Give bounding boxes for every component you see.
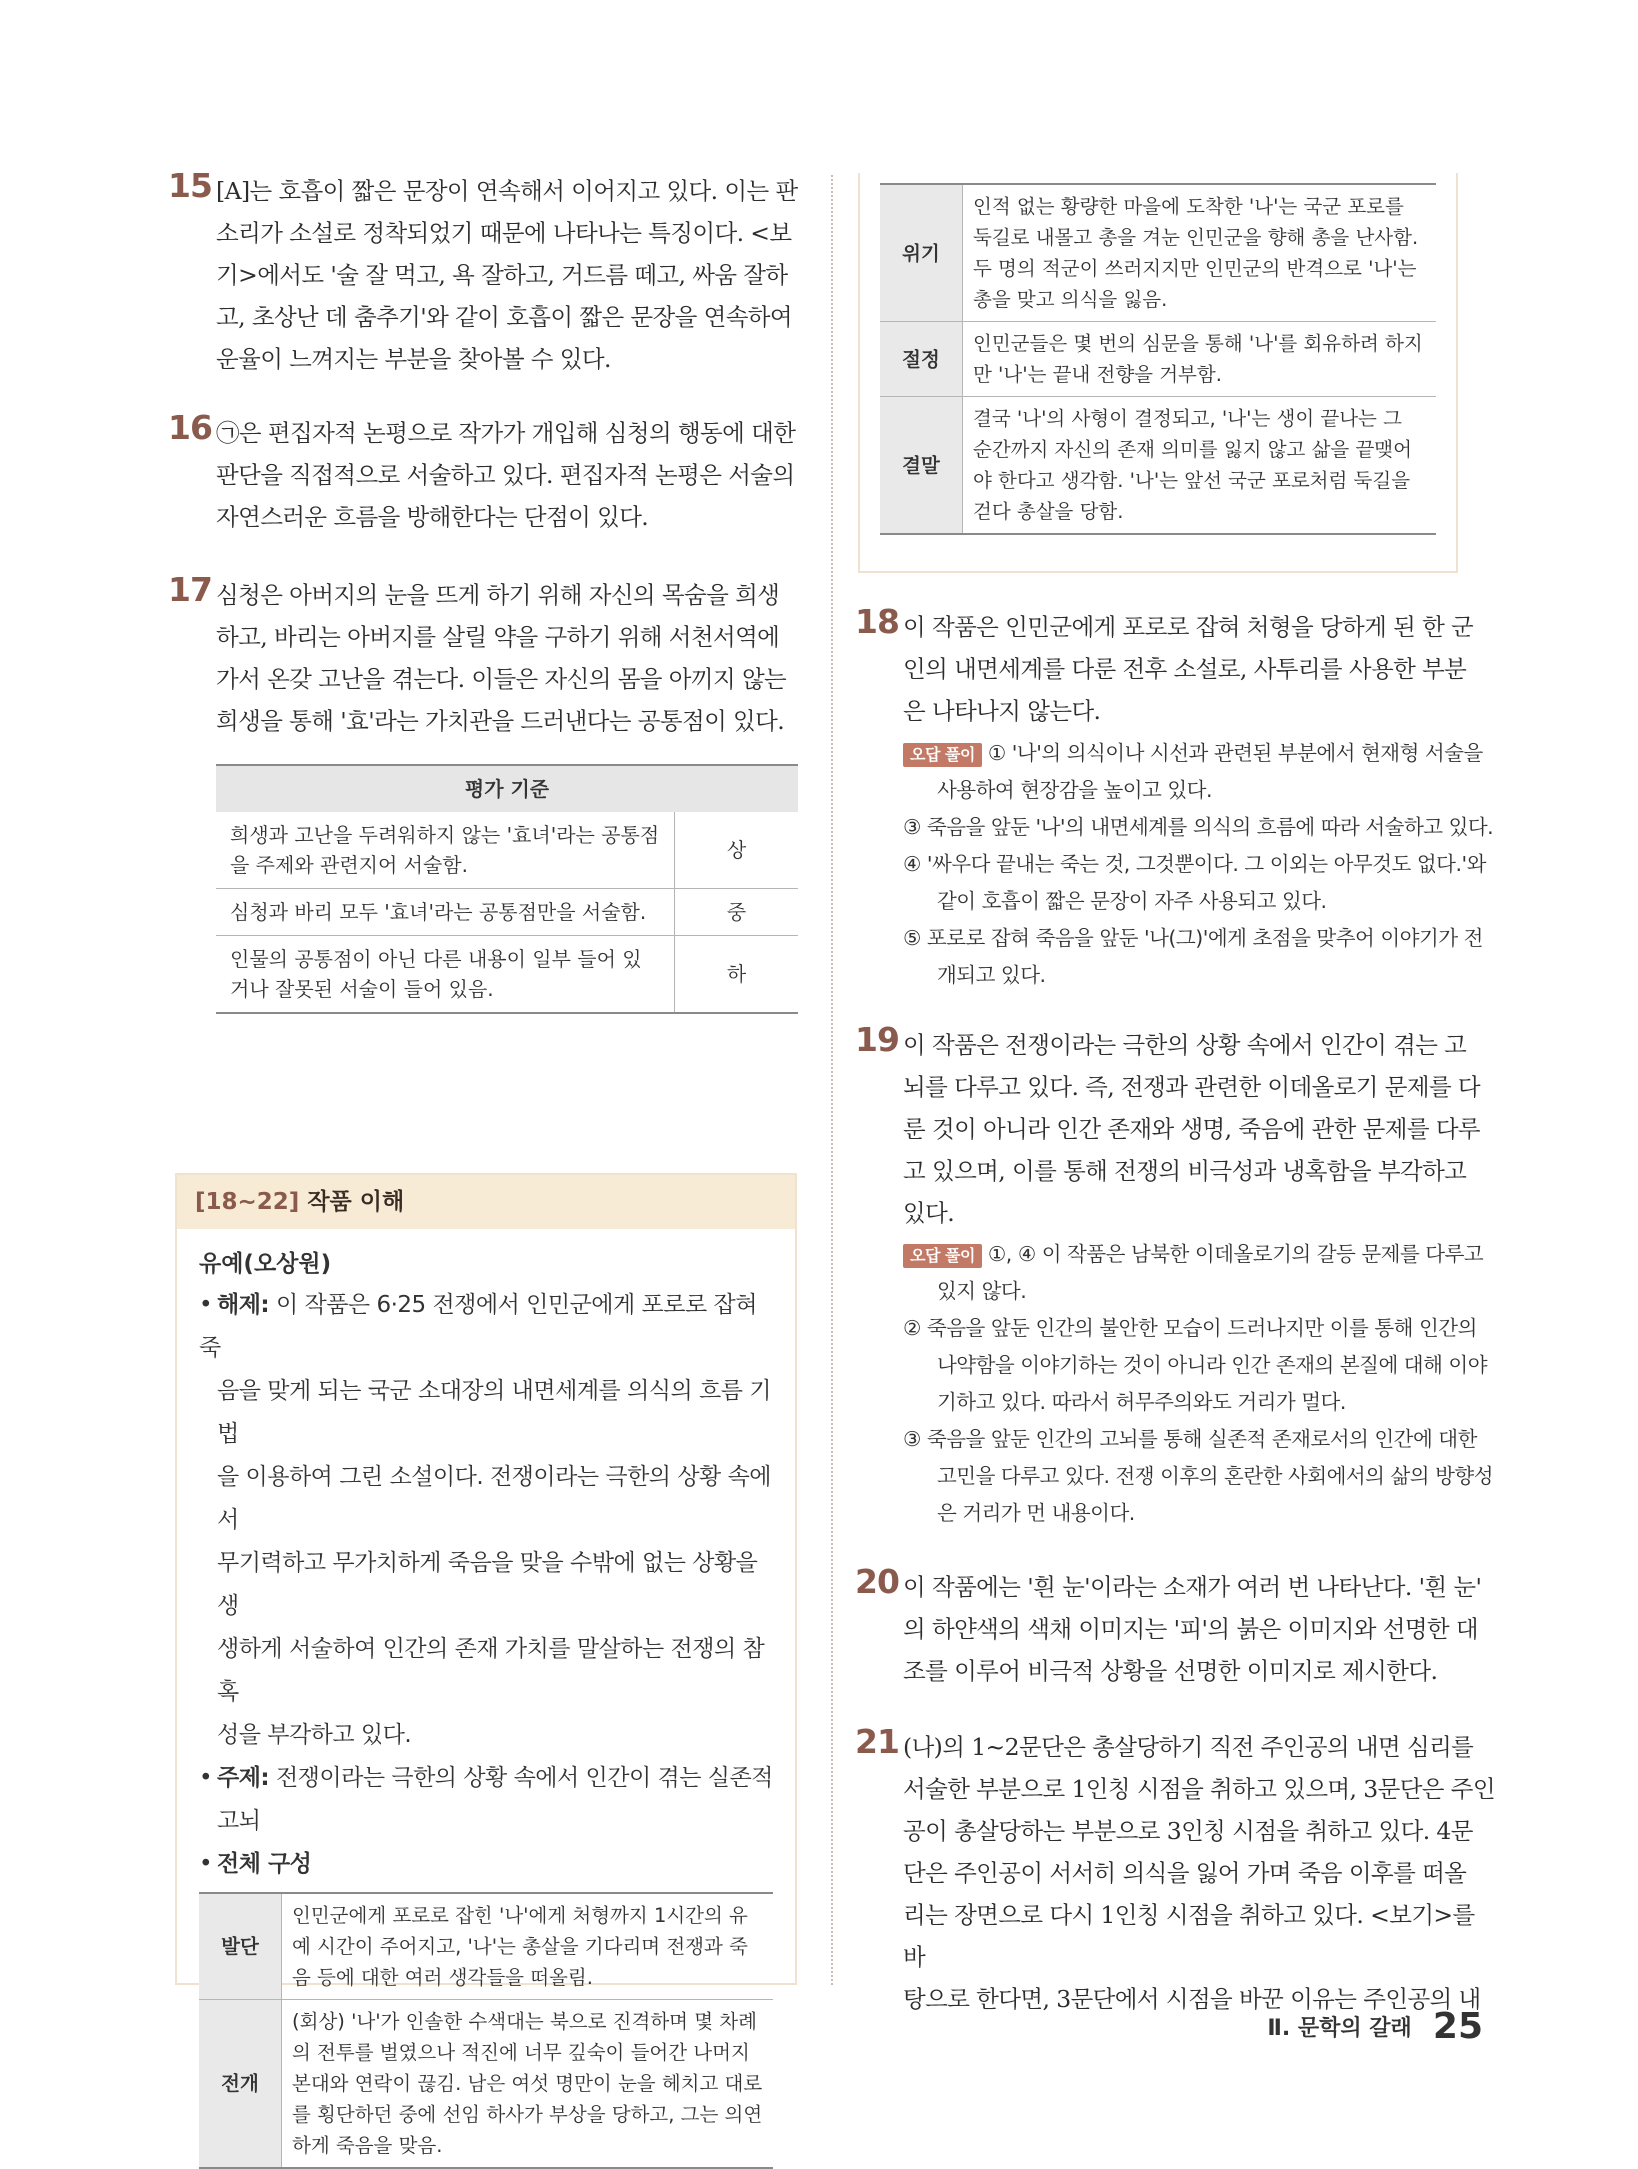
question-number: 15 bbox=[168, 166, 212, 205]
question-number: 20 bbox=[855, 1562, 899, 1601]
evaluation-table bbox=[216, 764, 798, 1014]
criteria-cell: 심청과 바리 모두 '효녀'라는 공통점만을 서술함. bbox=[216, 889, 675, 936]
question-15 bbox=[168, 166, 808, 380]
stage-text: 결국 '나'의 사형이 결정되고, '나'는 생이 끝나는 그 순간까지 자신의 존재 의미를 잃지 않고 삶을 끝맺어야 한다고 생각함. '나'는 앞선 국군 포로처럼 둑길을 걷다 총살을 당함. bbox=[963, 397, 1437, 535]
question-text: [A]는 호흡이 짧은 문장이 연속해서 이어지고 있다. 이는 판 소리가 소설로 정착되었기 때문에 나타나는 특징이다. <보 기>에서도 '술 잘 먹고, 욕 잘하고, 거드름 떼고, 싸움 잘하 고, 초상난 데 춤추기'와 같이 호흡이 짧은 문장을 연속하여 운율이 느껴지는 부분을 찾아볼 수 있다. bbox=[216, 177, 798, 373]
answer-explanation-19: 오답 풀이 ①, ④ 이 작품은 남북한 이데올로기의 갈등 문제를 다루고 있지 않다. ② 죽음을 앞둔 인간의 불안한 모습이 드러나지만 이를 통해 인간의 나약함을 이야기하는 것이 아니라 인간 존재의 본질에 대해 이야 기하고 있다. 따라서 허무주의와도 거리가 멀다. ③ 죽음을 앞둔 인간의 고뇌를 통해 실존적 존재로서의 인간에 대한 고민을 다루고 있다. 전쟁 이후의 혼란한 사회에서의 삶의 방향성 은 거리가 먼 내용이다. bbox=[903, 1242, 1494, 1525]
question-number: 17 bbox=[168, 570, 212, 609]
question-18 bbox=[855, 602, 1495, 732]
plot-structure-table-right bbox=[880, 183, 1436, 535]
question-text: 이 작품에는 '흰 눈'이라는 소재가 여러 번 나타난다. '흰 눈' 의 하얀색의 색채 이미지는 '피'의 붉은 이미지와 선명한 대 조를 이루어 비극적 상황을 선명한 이미지로 제시한다. bbox=[903, 1573, 1482, 1685]
question-text: ㉠은 편집자적 논평으로 작가가 개입해 심청의 행동에 대한 판단을 직접적으로 서술하고 있다. 편집자적 논평은 서술의 자연스러운 흐름을 방해한다는 단점이 있다. bbox=[216, 419, 796, 531]
work-title: 유예(오상원) bbox=[199, 1251, 332, 1277]
work-box-body bbox=[177, 1229, 795, 2169]
heading-text: 작품 이해 bbox=[307, 1189, 405, 1215]
plot-structure-table-left bbox=[199, 1892, 773, 2169]
table-row bbox=[199, 1893, 773, 2000]
table-row bbox=[880, 397, 1436, 535]
grade-cell: 하 bbox=[675, 936, 799, 1014]
criteria-cell: 인물의 공통점이 아닌 다른 내용이 일부 들어 있거나 잘못된 서술이 들어 있음. bbox=[216, 936, 675, 1014]
question-number: 19 bbox=[855, 1020, 899, 1059]
stage-cell: 위기 bbox=[880, 184, 963, 322]
grade-cell: 중 bbox=[675, 889, 799, 936]
range-tag: [18~22] bbox=[195, 1189, 300, 1215]
table-row bbox=[216, 889, 798, 936]
page-number: 25 bbox=[1432, 2006, 1483, 2047]
stage-text: 인민군들은 몇 번의 심문을 통해 '나'를 회유하려 하지만 '나'는 끝내 전향을 거부함. bbox=[963, 322, 1437, 397]
wrong-answer-badge: 오답 풀이 bbox=[903, 743, 982, 767]
work-understanding-box bbox=[175, 1173, 797, 2157]
stage-text: 인민군에게 포로로 잡힌 '나'에게 처형까지 1시간의 유예 시간이 주어지고, '나'는 총살을 기다리며 전쟁과 죽음 등에 대한 여러 생각들을 떠올림. bbox=[282, 1893, 774, 2000]
question-number: 16 bbox=[168, 408, 212, 447]
column-divider bbox=[831, 175, 833, 1985]
table-row bbox=[216, 936, 798, 1014]
stage-cell: 결말 bbox=[880, 397, 963, 535]
haeje-paragraph: • 해제: 이 작품은 6·25 전쟁에서 인민군에게 포로로 잡혀 죽 음을 맞게 되는 국군 소대장의 내면세계를 의식의 흐름 기법 을 이용하여 그린 소설이다. 전쟁이라는 극한의 상황 속에서 무기력하고 무가치하게 죽음을 맞을 수밖에 없는 상황을 생 생하게 서술하여 인간의 존재 가치를 말살하는 전쟁의 참혹 성을 부각하고 있다. • 주제: 전쟁이라는 극한의 상황 속에서 인간이 겪는 실존적 고뇌 • 전체 구성 bbox=[199, 1292, 773, 1877]
table-row bbox=[216, 812, 798, 889]
question-20 bbox=[855, 1562, 1495, 1692]
question-number: 18 bbox=[855, 602, 899, 641]
question-21 bbox=[855, 1722, 1495, 2020]
question-text: 심청은 아버지의 눈을 뜨게 하기 위해 자신의 목숨을 희생 하고, 바리는 아버지를 살릴 약을 구하기 위해 서천서역에 가서 온갖 고난을 겪는다. 이들은 자신의 몸을 아끼지 않는 희생을 통해 '효'라는 가치관을 드러낸다는 공통점이 있다. bbox=[216, 581, 787, 735]
question-19 bbox=[855, 1020, 1495, 1234]
question-number: 21 bbox=[855, 1722, 899, 1761]
page-footer bbox=[1267, 2006, 1483, 2047]
stage-cell: 절정 bbox=[880, 322, 963, 397]
stage-text: (회상) '나'가 인솔한 수색대는 북으로 진격하며 몇 차례의 전투를 벌였으나 적진에 너무 깊숙이 들어간 나머지 본대와 연락이 끊김. 남은 여섯 명만이 눈을 헤치고 대로를 횡단하던 중에 선임 하사가 부상을 당하고, 그는 의연하게 죽음을 맞음. bbox=[282, 2000, 774, 2169]
wrong-answer-badge: 오답 풀이 bbox=[903, 1244, 982, 1268]
table-row bbox=[880, 322, 1436, 397]
stage-cell: 전개 bbox=[199, 2000, 282, 2169]
question-text: 이 작품은 전쟁이라는 극한의 상황 속에서 인간이 겪는 고 뇌를 다루고 있다. 즉, 전쟁과 관련한 이데올로기 문제를 다 룬 것이 아니라 인간 존재와 생명, 죽음에 관한 문제를 다루 고 있으며, 이를 통해 전쟁의 비극성과 냉혹함을 부각하고 있다. bbox=[903, 1031, 1481, 1227]
stage-cell: 발단 bbox=[199, 1893, 282, 2000]
table-row bbox=[880, 184, 1436, 322]
question-17 bbox=[168, 570, 808, 742]
criteria-cell: 희생과 고난을 두려워하지 않는 '효녀'라는 공통점을 주제와 관련지어 서술함. bbox=[216, 812, 675, 889]
question-text: (나)의 1~2문단은 총살당하기 직전 주인공의 내면 심리를 서술한 부분으로 1인칭 시점을 취하고 있으며, 3문단은 주인 공이 총살당하는 부분으로 3인칭 시점을 취하고 있다. 4문 단은 주인공이 서서히 의식을 잃어 가며 죽음 이후를 떠올 리는 장면으로 다시 1인칭 시점을 취하고 있다. <보기>를 바 탕으로 한다면, 3문단에서 시점을 바꾼 이유는 주인공의 내 bbox=[903, 1733, 1495, 2013]
work-box-heading bbox=[177, 1175, 795, 1229]
section-label: Ⅱ. 문학의 갈래 bbox=[1267, 2016, 1412, 2041]
question-text: 이 작품은 인민군에게 포로로 잡혀 처형을 당하게 된 한 군 인의 내면세계를 다룬 전후 소설로, 사투리를 사용한 부분 은 나타나지 않는다. bbox=[903, 613, 1474, 725]
grade-cell: 상 bbox=[675, 812, 799, 889]
evaluation-header: 평가 기준 bbox=[216, 765, 798, 812]
question-16 bbox=[168, 408, 808, 538]
table-row bbox=[199, 2000, 773, 2169]
plot-structure-continued bbox=[858, 173, 1458, 573]
stage-text: 인적 없는 황량한 마을에 도착한 '나'는 국군 포로를 둑길로 내몰고 총을 겨눈 인민군을 향해 총을 난사함. 두 명의 적군이 쓰러지지만 인민군의 반격으로 '나'는 총을 맞고 의식을 잃음. bbox=[963, 184, 1437, 322]
answer-explanation-18: 오답 풀이 ① '나'의 의식이나 시선과 관련된 부분에서 현재형 서술을 사용하여 현장감을 높이고 있다. ③ 죽음을 앞둔 '나'의 내면세계를 의식의 흐름에 따라 서술하고 있다. ④ '싸우다 끝내는 죽는 것, 그것뿐이다. 그 이외는 아무것도 없다.'와 같이 호흡이 짧은 문장이 자주 사용되고 있다. ⑤ 포로로 잡혀 죽음을 앞둔 '나(그)'에게 초점을 맞추어 이야기가 전 개되고 있다. bbox=[903, 741, 1494, 987]
